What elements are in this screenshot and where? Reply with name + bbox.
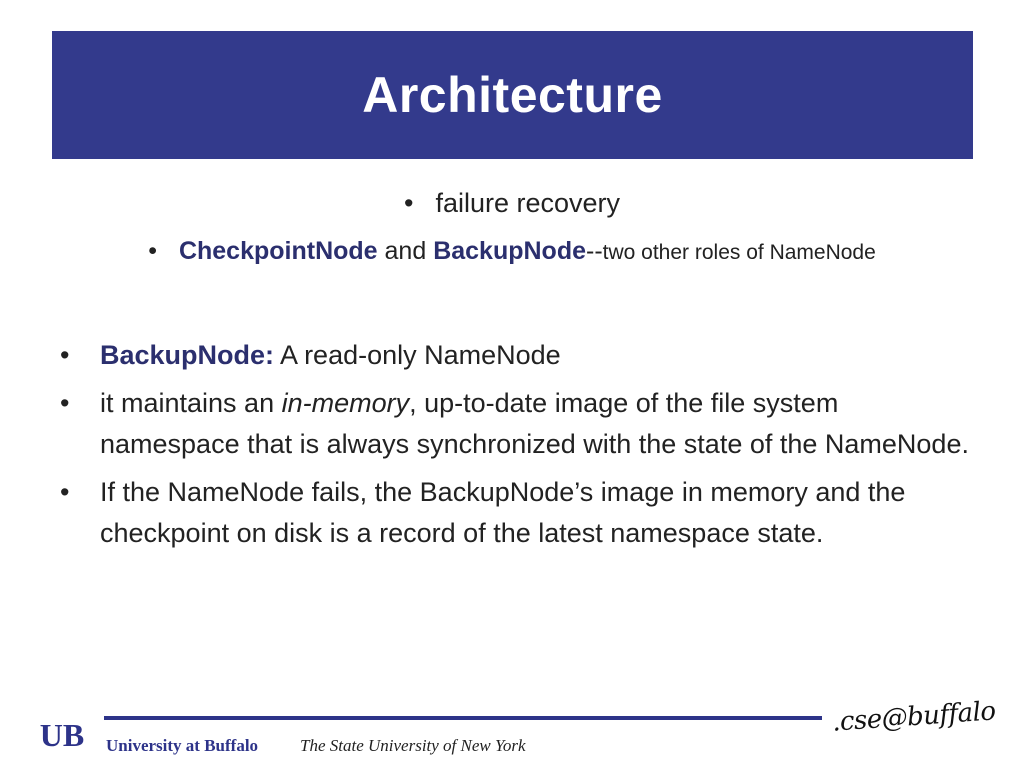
list-item [60, 472, 980, 554]
footer-divider [104, 716, 822, 720]
item-text: it maintains an [100, 388, 282, 418]
bullet-dot: • [60, 477, 70, 507]
term-checkpointnode: CheckpointNode [178, 237, 378, 265]
title-bar [52, 31, 973, 159]
state-university-name: The State University of New York [300, 736, 526, 755]
item-text: , up-to-date image of the file system namespace that is always synchronized with the state of the NameNode. [100, 388, 969, 459]
footer [0, 696, 1024, 768]
list-item [60, 383, 980, 465]
slide-title: Architecture [362, 67, 663, 123]
roles-note: two other roles of NameNode [602, 241, 876, 264]
bullet-dot: • [403, 188, 414, 218]
cse-buffalo-logo: .cse@buffalo [831, 696, 997, 738]
item-text: A read-only NameNode [274, 340, 561, 370]
bullet-text: failure recovery [435, 188, 621, 218]
joiner-text: and [377, 237, 434, 265]
item-text: If the NameNode fails, the BackupNode’s image in memory and the checkpoint on disk is a record of the latest namespace state. [100, 477, 906, 548]
ub-logo-text: UB [39, 718, 85, 752]
bullet-dot: • [148, 237, 157, 265]
emphasis-in-memory: in-memory [281, 388, 410, 418]
university-name: University at Buffalo [106, 736, 259, 755]
bullet-list [60, 335, 980, 561]
ub-logo-icon [28, 718, 96, 752]
bullet-failure-recovery [0, 188, 1024, 219]
term-backupnode: BackupNode [433, 237, 586, 265]
term-backupnode-def: BackupNode: [100, 340, 275, 370]
dash-text: -- [586, 237, 603, 265]
bullet-node-roles [0, 237, 1024, 266]
bullet-dot: • [60, 340, 70, 370]
bullet-dot: • [60, 388, 70, 418]
list-item [60, 335, 980, 376]
